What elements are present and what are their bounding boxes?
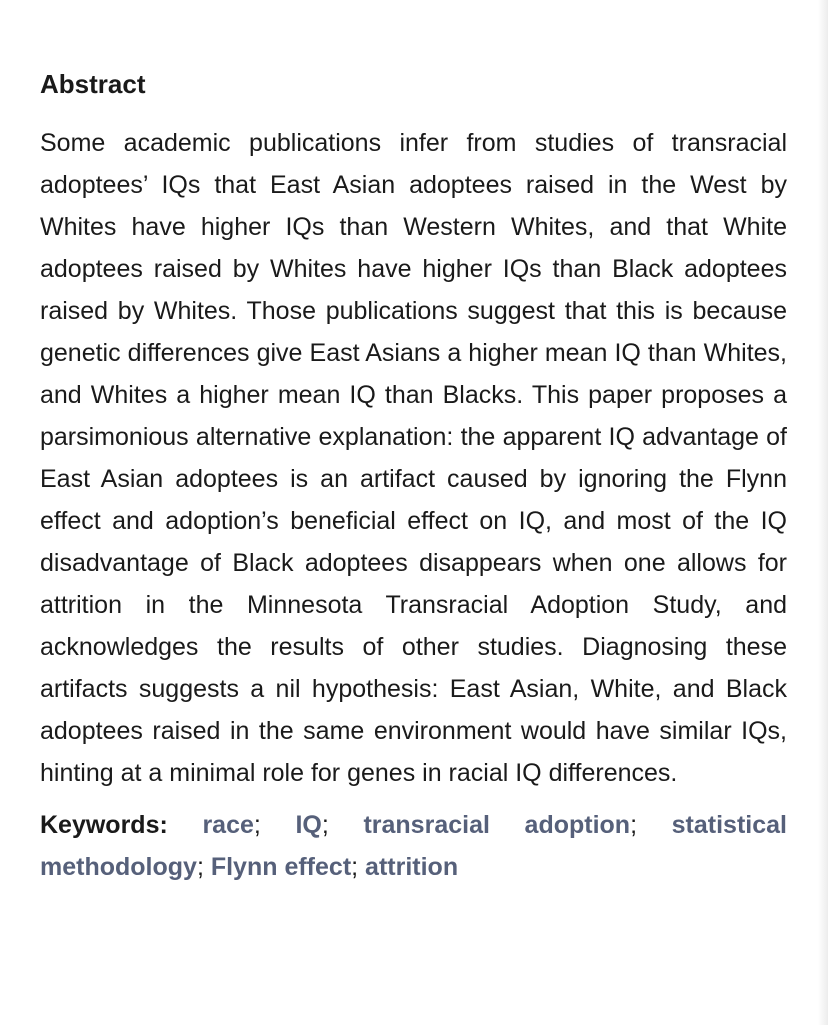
keyword-link-iq[interactable]: IQ bbox=[295, 811, 322, 839]
keyword-separator: ; bbox=[351, 853, 359, 881]
keyword-link-transracial-adoption[interactable]: transracial adoption bbox=[363, 811, 631, 839]
keyword-separator: ; bbox=[630, 811, 638, 839]
keyword-separator: ; bbox=[253, 811, 261, 839]
abstract-body: Some academic publications infer from studies of transracial adoptees’ IQs that East Asian adoptees raised in the West by Whites have higher IQs than Western Whites, and that White adoptees raised by Whites have higher IQs than Black adoptees raised by Whites. Those publications suggest that this is because genetic differences give East Asians a higher mean IQ than Whites, and Whites a higher mean IQ than Blacks. This paper proposes a parsimonious alternative explanation: the apparent IQ advantage of East Asian adoptees is an artifact caused by ignoring the Flynn effect and adoption’s beneficial effect on IQ, and most of the IQ disadvantage of Black adoptees disappears when one allows for attrition in the Minnesota Transracial Adoption Study, and acknowledges the results of other studies. Diagnosing these artifacts suggests a nil hypothesis: East Asian, White, and Black adoptees raised in the same environment would have similar IQs, hinting at a minimal role for genes in racial IQ differences. bbox=[40, 129, 787, 787]
keyword-link-statistical-methodology[interactable]: statistical methodology bbox=[40, 811, 787, 881]
keywords-label: Keywords: bbox=[40, 811, 168, 839]
scroll-edge-shadow bbox=[818, 0, 828, 1025]
keyword-separator: ; bbox=[321, 811, 329, 839]
keyword-link-flynn-effect[interactable]: Flynn effect bbox=[210, 853, 352, 881]
keywords-line bbox=[40, 804, 787, 888]
abstract-section bbox=[40, 60, 787, 888]
keyword-separator: ; bbox=[196, 853, 204, 881]
keyword-link-attrition[interactable]: attrition bbox=[365, 853, 459, 881]
abstract-heading: Abstract bbox=[40, 69, 146, 99]
keyword-link-race[interactable]: race bbox=[202, 811, 254, 839]
